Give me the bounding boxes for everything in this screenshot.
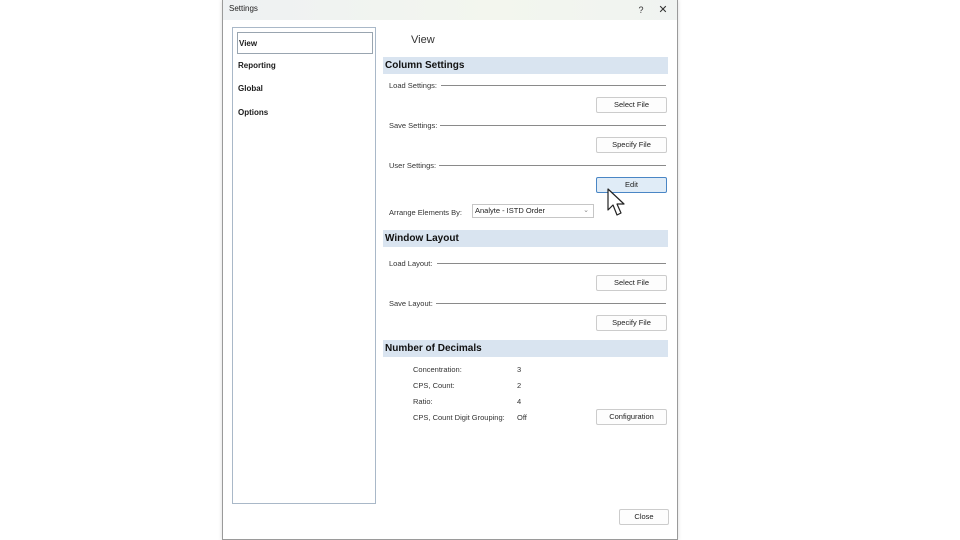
nav-item-reporting[interactable]: Reporting xyxy=(238,61,276,70)
save-settings-label: Save Settings: xyxy=(389,121,438,130)
digit-grouping-label: CPS, Count Digit Grouping: xyxy=(413,413,505,422)
cps-count-label: CPS, Count: xyxy=(413,381,455,390)
window-title: Settings xyxy=(229,4,258,13)
nav-item-options[interactable]: Options xyxy=(238,108,269,117)
user-settings-edit-button[interactable]: Edit xyxy=(596,177,667,193)
title-bar xyxy=(223,0,677,20)
mouse-cursor-icon xyxy=(606,188,628,218)
arrange-elements-dropdown[interactable] xyxy=(472,204,594,218)
help-icon[interactable]: ? xyxy=(638,5,644,15)
divider xyxy=(441,85,666,86)
page-title: View xyxy=(411,34,435,46)
concentration-value: 3 xyxy=(517,365,522,374)
number-of-decimals-header: Number of Decimals xyxy=(383,340,668,357)
divider xyxy=(439,165,666,166)
chevron-down-icon: ⌄ xyxy=(583,207,589,214)
concentration-label: Concentration: xyxy=(413,365,462,374)
settings-dialog xyxy=(222,0,678,540)
digit-grouping-value: Off xyxy=(517,413,527,422)
save-layout-specify-file-button[interactable]: Specify File xyxy=(596,315,667,331)
load-settings-select-file-button[interactable]: Select File xyxy=(596,97,667,113)
arrange-elements-value: Analyte - ISTD Order xyxy=(475,206,546,215)
ratio-label: Ratio: xyxy=(413,397,433,406)
divider xyxy=(437,263,666,264)
column-settings-header: Column Settings xyxy=(383,57,668,74)
load-layout-select-file-button[interactable]: Select File xyxy=(596,275,667,291)
load-layout-label: Load Layout: xyxy=(389,259,433,268)
divider xyxy=(436,303,666,304)
close-icon[interactable]: ✕ xyxy=(658,4,668,16)
load-settings-label: Load Settings: xyxy=(389,81,437,90)
window-layout-header: Window Layout xyxy=(383,230,668,247)
divider xyxy=(440,125,666,126)
nav-item-global[interactable]: Global xyxy=(238,84,263,93)
save-settings-specify-file-button[interactable]: Specify File xyxy=(596,137,667,153)
nav-item-view[interactable]: View xyxy=(237,32,373,54)
arrange-elements-label: Arrange Elements By: xyxy=(389,208,462,217)
close-button[interactable]: Close xyxy=(619,509,669,525)
cps-count-value: 2 xyxy=(517,381,522,390)
configuration-button[interactable]: Configuration xyxy=(596,409,667,425)
settings-nav xyxy=(232,27,376,504)
user-settings-label: User Settings: xyxy=(389,161,437,170)
save-layout-label: Save Layout: xyxy=(389,299,433,308)
ratio-value: 4 xyxy=(517,397,522,406)
